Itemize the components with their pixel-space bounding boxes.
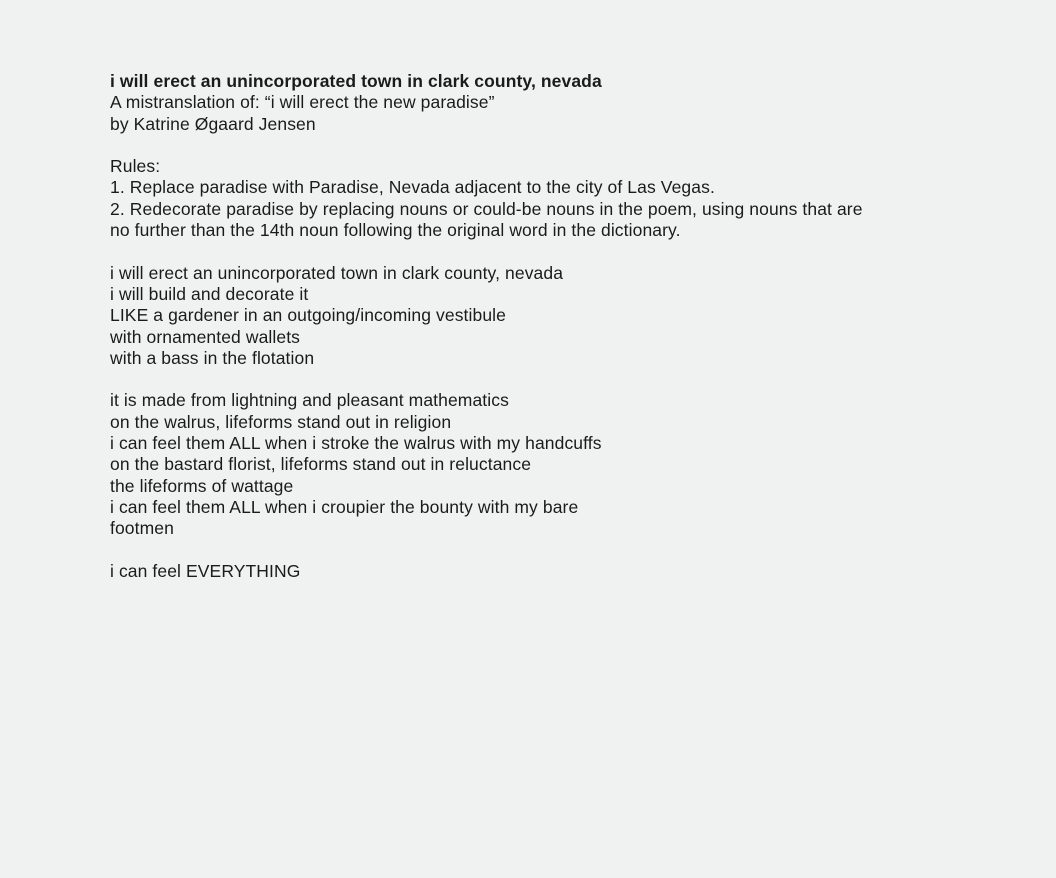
blank-line bbox=[110, 241, 956, 262]
stanza1-line: with ornamented wallets bbox=[110, 326, 301, 347]
stanza1-line: i will erect an unincorporated town in clark county, nevada bbox=[110, 262, 564, 283]
rule-line: 1. Replace paradise with Paradise, Nevada adjacent to the city of Las Vegas. bbox=[110, 177, 715, 198]
stanza1-line: with a bass in the flotation bbox=[110, 347, 315, 368]
stanza1-line: LIKE a gardener in an outgoing/incoming vestibule bbox=[110, 305, 506, 326]
stanza2-line: on the bastard florist, lifeforms stand out in reluctance bbox=[110, 454, 532, 475]
rule-line: 2. Redecorate paradise by replacing nouns or could-be nouns in the poem, using nouns that are bbox=[110, 198, 863, 219]
poem-byline: by Katrine Øgaard Jensen bbox=[110, 113, 316, 134]
rules-heading: Rules: bbox=[110, 156, 161, 177]
blank-line bbox=[110, 135, 956, 156]
blank-line bbox=[110, 540, 956, 561]
poem-subtitle: A mistranslation of: “i will erect the new paradise” bbox=[110, 92, 495, 113]
blank-line bbox=[110, 369, 956, 390]
poem-title: i will erect an unincorporated town in clark county, nevada bbox=[110, 71, 602, 91]
stanza2-line: it is made from lightning and pleasant mathematics bbox=[110, 390, 509, 411]
stanza2-line: the lifeforms of wattage bbox=[110, 475, 294, 496]
stanza2-line: on the walrus, lifeforms stand out in religion bbox=[110, 411, 452, 432]
stanza2-line: i can feel them ALL when i croupier the bounty with my bare bbox=[110, 496, 579, 517]
stanza2-line: i can feel them ALL when i stroke the walrus with my handcuffs bbox=[110, 433, 602, 454]
stanza1-line: i will build and decorate it bbox=[110, 283, 309, 304]
rule-line: no further than the 14th noun following the original word in the dictionary. bbox=[110, 220, 681, 241]
poem-closing-line: i can feel EVERYTHING bbox=[110, 560, 301, 581]
stanza2-line: footmen bbox=[110, 518, 174, 539]
